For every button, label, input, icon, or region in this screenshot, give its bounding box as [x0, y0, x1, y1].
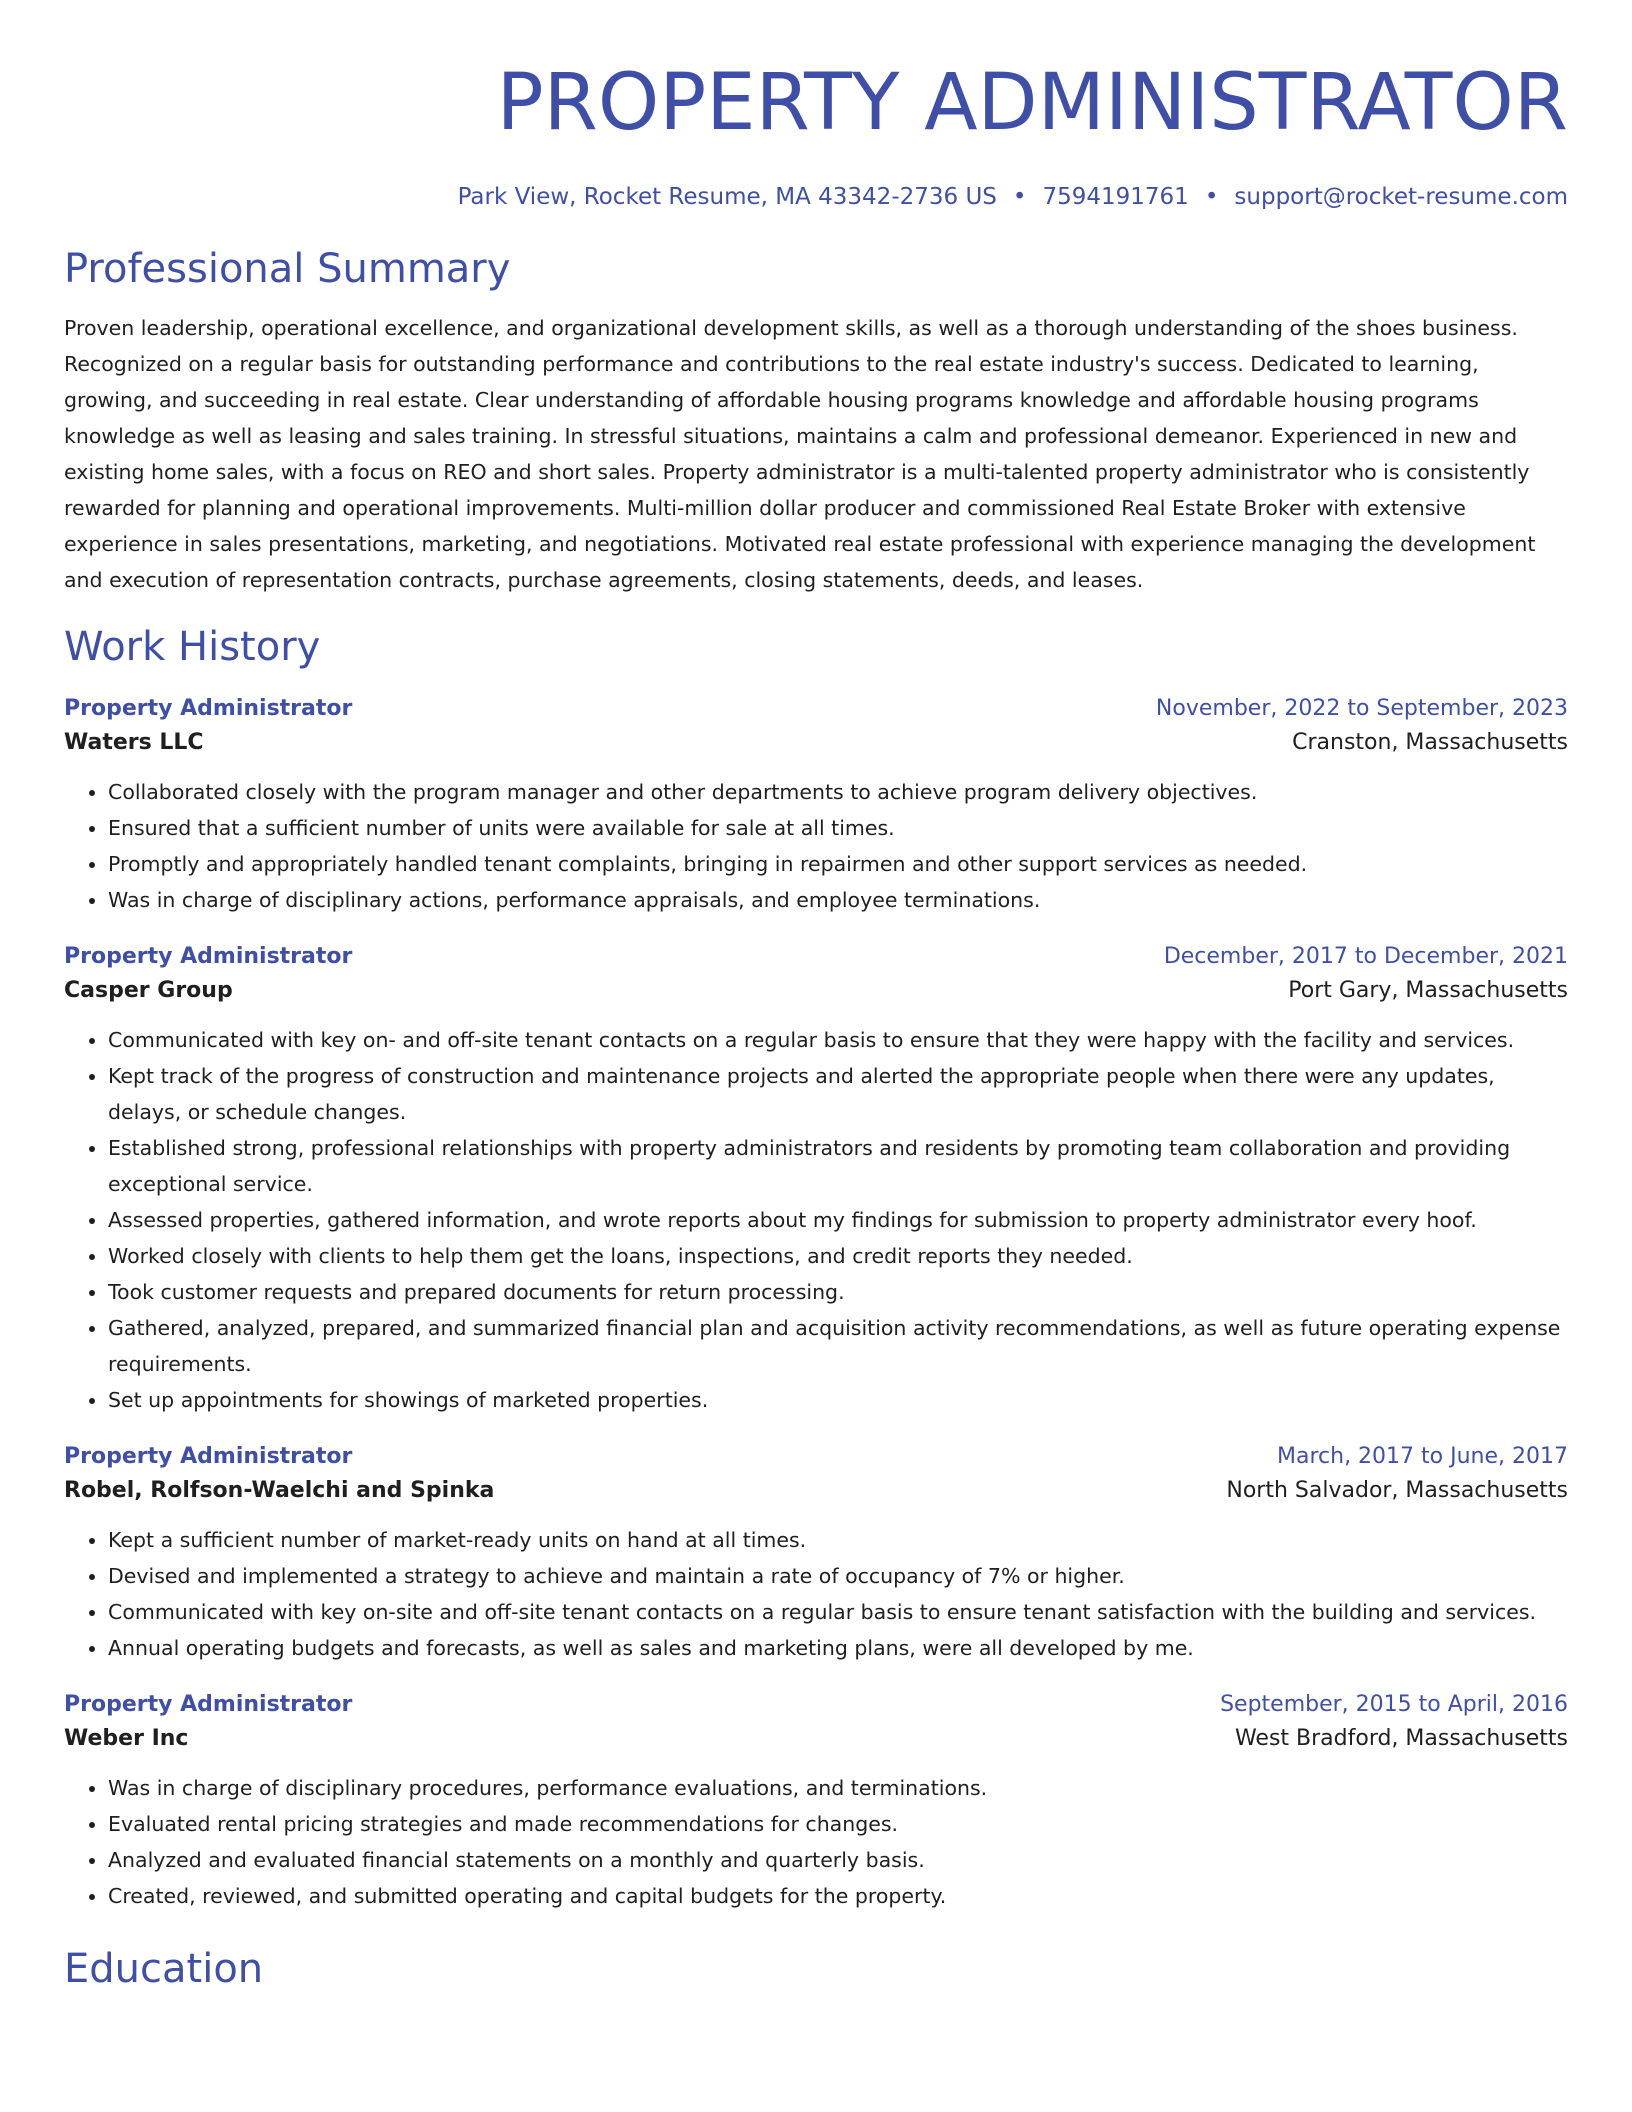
- job-company-row: [64, 726, 1568, 760]
- job-dates: September, 2015 to April, 2016: [1220, 1692, 1568, 1717]
- list-item: • Was in charge of disciplinary actions, performance appraisals, and employee terminations.: [108, 882, 1568, 918]
- job-title: Property Administrator: [64, 1692, 353, 1717]
- job-company: Weber Inc: [64, 1726, 189, 1751]
- job-location: North Salvador, Massachusetts: [1226, 1478, 1568, 1503]
- list-item: • Ensured that a sufficient number of units were available for sale at all times.: [108, 810, 1568, 846]
- job-dates: December, 2017 to December, 2021: [1163, 944, 1568, 969]
- job-company: Waters LLC: [64, 730, 204, 755]
- list-item: • Created, reviewed, and submitted operating and capital budgets for the property.: [108, 1878, 1568, 1914]
- list-item: • Was in charge of disciplinary procedures, performance evaluations, and terminations.: [108, 1770, 1568, 1806]
- resume-page: [64, 0, 1568, 1994]
- job-header-row: [64, 940, 1568, 974]
- job-bullets: [64, 1522, 1568, 1666]
- job-header-row: [64, 1688, 1568, 1722]
- job-bullets: [64, 774, 1568, 918]
- contact-address: Park View, Rocket Resume, MA 43342-2736 US: [457, 184, 997, 210]
- list-item: • Took customer requests and prepared documents for return processing.: [108, 1274, 1568, 1310]
- list-item: • Evaluated rental pricing strategies and made recommendations for changes.: [108, 1806, 1568, 1842]
- job-company-row: [64, 974, 1568, 1008]
- job-company-row: [64, 1722, 1568, 1756]
- job-company-row: [64, 1474, 1568, 1508]
- job-location: Port Gary, Massachusetts: [1288, 978, 1568, 1003]
- list-item: • Devised and implemented a strategy to achieve and maintain a rate of occupancy of 7% or higher.: [108, 1558, 1568, 1594]
- resume-name: PROPERTY ADMINISTRATOR: [496, 58, 1568, 148]
- list-item: • Established strong, professional relationships with property administrators and residents by promoting team collaboration and providing exceptional service.: [108, 1130, 1568, 1202]
- list-item: • Communicated with key on-site and off-site tenant contacts on a regular basis to ensure tenant satisfaction with the building and services.: [108, 1594, 1568, 1630]
- list-item: • Annual operating budgets and forecasts, as well as sales and marketing plans, were all developed by me.: [108, 1630, 1568, 1666]
- job-title: Property Administrator: [64, 944, 353, 969]
- job-bullets: [64, 1022, 1568, 1418]
- job-title: Property Administrator: [64, 1444, 353, 1469]
- job-dates: March, 2017 to June, 2017: [1277, 1444, 1568, 1469]
- job-entry: [64, 940, 1568, 1418]
- work-history-list: [64, 692, 1568, 1914]
- summary-text: Proven leadership, operational excellence, and organizational development skills, as well as a thorough understanding of the shoes business. Recognized on a regular basis for outstanding performance and contributions to the real estate industry's success. Dedicated to learning, growing, and succeeding in real estate. Clear understanding of affordable housing programs knowledge and affordable housing programs knowledge as well as leasing and sales training. In stressful situations, maintains a calm and professional demeanor. Experienced in new and existing home sales, with a focus on REO and short sales. Property administrator is a multi-talented property administrator who is consistently rewarded for planning and operational improvements. Multi-million dollar producer and commissioned Real Estate Broker with extensive experience in sales presentations, marketing, and negotiations. Motivated real estate professional with experience managing the development and execution of representation contracts, purchase agreements, closing statements, deeds, and leases.: [64, 316, 1536, 592]
- job-entry: [64, 1440, 1568, 1666]
- job-header-row: [64, 692, 1568, 726]
- job-location: West Bradford, Massachusetts: [1234, 1726, 1568, 1751]
- job-dates: November, 2022 to September, 2023: [1155, 696, 1568, 721]
- contact-separator: •: [1012, 184, 1027, 210]
- job-entry: [64, 1688, 1568, 1914]
- list-item: • Analyzed and evaluated financial statements on a monthly and quarterly basis.: [108, 1842, 1568, 1878]
- job-company: Casper Group: [64, 978, 233, 1003]
- job-bullets: [64, 1770, 1568, 1914]
- list-item: • Kept a sufficient number of market-ready units on hand at all times.: [108, 1522, 1568, 1558]
- work-history-heading: Work History: [64, 624, 321, 670]
- list-item: • Worked closely with clients to help them get the loans, inspections, and credit reports they needed.: [108, 1238, 1568, 1274]
- contact-phone: 7594191761: [1042, 184, 1189, 210]
- job-header-row: [64, 1440, 1568, 1474]
- contact-line: [64, 182, 1568, 212]
- contact-email[interactable]: support@rocket-resume.com: [1234, 184, 1568, 210]
- education-heading: Education: [64, 1946, 264, 1992]
- list-item: • Collaborated closely with the program manager and other departments to achieve program delivery objectives.: [108, 774, 1568, 810]
- list-item: • Assessed properties, gathered information, and wrote reports about my findings for submission to property administrator every hoof.: [108, 1202, 1568, 1238]
- list-item: • Promptly and appropriately handled tenant complaints, bringing in repairmen and other support services as needed.: [108, 846, 1568, 882]
- job-company: Robel, Rolfson-Waelchi and Spinka: [64, 1478, 495, 1503]
- job-location: Cranston, Massachusetts: [1292, 730, 1568, 755]
- list-item: • Communicated with key on- and off-site tenant contacts on a regular basis to ensure that they were happy with the facility and services.: [108, 1022, 1568, 1058]
- list-item: • Gathered, analyzed, prepared, and summarized financial plan and acquisition activity recommendations, as well as future operating expense requirements.: [108, 1310, 1568, 1382]
- summary-heading: Professional Summary: [64, 246, 511, 292]
- job-title: Property Administrator: [64, 696, 353, 721]
- contact-separator: •: [1204, 184, 1219, 210]
- list-item: • Set up appointments for showings of marketed properties.: [108, 1382, 1568, 1418]
- job-entry: [64, 692, 1568, 918]
- list-item: • Kept track of the progress of construction and maintenance projects and alerted the appropriate people when there were any updates, delays, or schedule changes.: [108, 1058, 1568, 1130]
